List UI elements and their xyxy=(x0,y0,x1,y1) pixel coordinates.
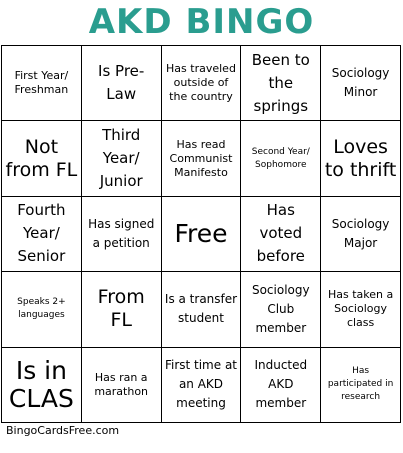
bingo-cell[interactable] xyxy=(321,197,401,272)
bingo-cell[interactable] xyxy=(321,272,401,347)
bingo-cell-label: Has participated in research xyxy=(327,366,394,403)
bingo-cell-label: Has ran a marathon xyxy=(94,370,149,398)
bingo-cell-label: Is a transfer student xyxy=(164,292,238,326)
bingo-cell-label: First time at an AKD meeting xyxy=(164,358,238,411)
bingo-cell[interactable] xyxy=(2,348,82,423)
bingo-cell-label: Has read Communist Manifesto xyxy=(169,137,233,179)
bingo-cell[interactable] xyxy=(2,121,82,196)
bingo-cell-label: Not from FL xyxy=(5,135,78,181)
bingo-cell-label: Is Pre-Law xyxy=(98,62,145,104)
bingo-cell-label: Has voted before xyxy=(256,201,305,266)
bingo-cell[interactable] xyxy=(82,197,162,272)
bingo-cell-label: Been to the springs xyxy=(251,50,310,115)
bingo-cell-label: Sociology Minor xyxy=(331,66,390,100)
bingo-cell[interactable] xyxy=(241,46,321,121)
bingo-cell[interactable] xyxy=(241,348,321,423)
bingo-cell-label: Fourth Year/ Senior xyxy=(17,201,66,266)
free-space-label: Free xyxy=(174,218,228,248)
bingo-board xyxy=(1,45,401,423)
bingo-cell-label: From FL xyxy=(97,286,145,332)
bingo-cell-label: Third Year/ Junior xyxy=(99,126,143,191)
bingo-cell-label: First Year/ Freshman xyxy=(14,69,69,97)
bingo-cell-label: Has signed a petition xyxy=(88,216,155,250)
bingo-cell-label: Is in CLAS xyxy=(8,355,74,413)
bingo-cell-label: Second Year/ Sophomore xyxy=(251,146,310,170)
bingo-cell[interactable] xyxy=(82,46,162,121)
bingo-cell[interactable] xyxy=(241,197,321,272)
bingo-cell-label: Sociology Club member xyxy=(251,282,310,335)
bingo-cell-label: Has taken a Sociology class xyxy=(327,288,394,330)
bingo-cell[interactable] xyxy=(321,46,401,121)
footer-credit: BingoCardsFree.com xyxy=(6,424,120,437)
bingo-cell-label: Speaks 2+ languages xyxy=(17,297,66,321)
bingo-cell[interactable] xyxy=(162,272,242,347)
bingo-cell-label: Inducted AKD member xyxy=(254,358,308,411)
page-title: AKD BINGO xyxy=(88,2,315,42)
bingo-cell[interactable] xyxy=(321,121,401,196)
bingo-cell[interactable] xyxy=(162,348,242,423)
bingo-cell[interactable] xyxy=(82,348,162,423)
bingo-cell[interactable] xyxy=(162,121,242,196)
bingo-cell[interactable] xyxy=(321,348,401,423)
bingo-cell-label: Sociology Major xyxy=(331,216,390,250)
bingo-cell[interactable] xyxy=(82,121,162,196)
bingo-cell[interactable] xyxy=(241,272,321,347)
bingo-cell[interactable] xyxy=(2,197,82,272)
bingo-cell[interactable] xyxy=(2,46,82,121)
bingo-cell[interactable] xyxy=(241,121,321,196)
bingo-cell-label: Has traveled outside of the country xyxy=(166,62,236,104)
bingo-cell[interactable] xyxy=(2,272,82,347)
bingo-cell-label: Loves to thrift xyxy=(324,135,397,181)
bingo-cell[interactable] xyxy=(162,46,242,121)
bingo-cell[interactable] xyxy=(82,272,162,347)
free-space[interactable] xyxy=(162,197,242,272)
